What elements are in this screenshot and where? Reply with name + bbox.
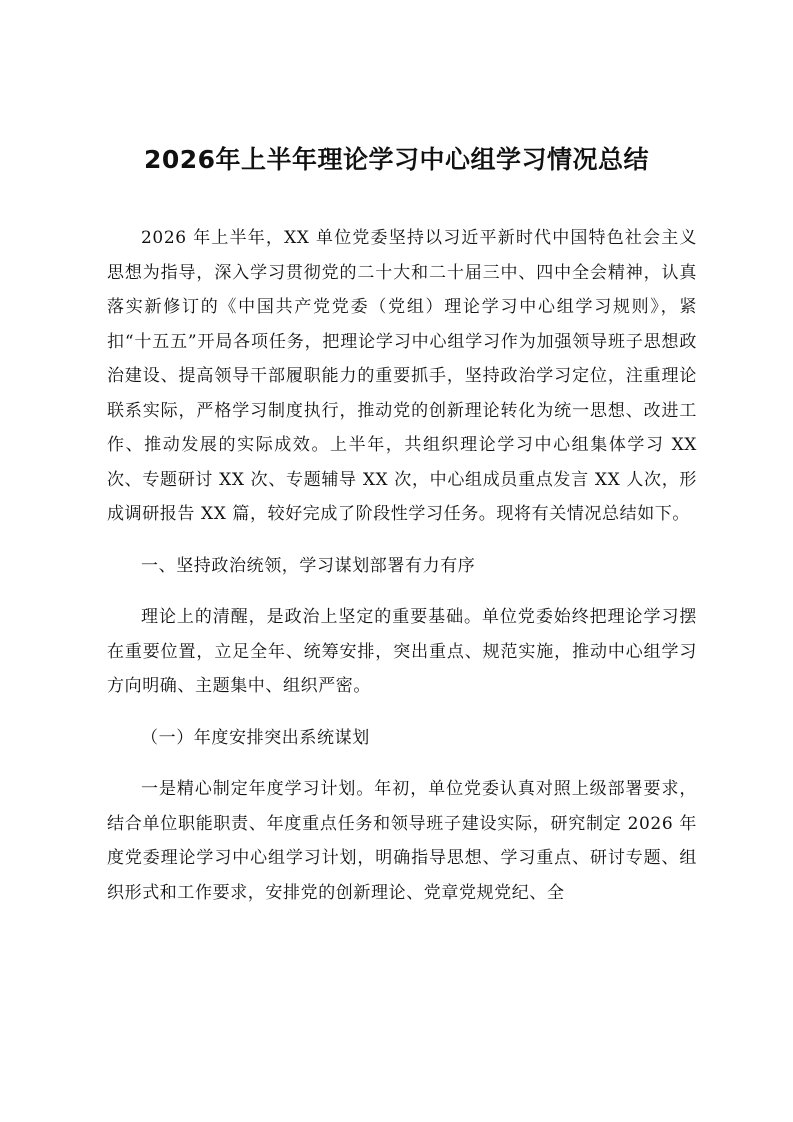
section-1-paragraph: 理论上的清醒，是政治上坚定的重要基础。单位党委始终把理论学习摆在重要位置，立足全年、统筹安排，突出重点、规范实施，推动中心组学习方向明确、主题集中、组织严密。: [107, 607, 697, 696]
subsection-heading-1: （一）年度安排突出系统谋划: [141, 727, 370, 748]
paragraph-spacer: [107, 704, 697, 721]
subsection-1-paragraph: 一是精心制定年度学习计划。年初，单位党委认真对照上级部署要求，结合单位职能职责、年度重点任务和领导班子建设实际，研究制定 2026 年度党委理论学习中心组学习计划，明确指导思想、学习重点、研讨专题、组织形式和工作要求，安排党的创新理论、党章党规党纪、全: [107, 779, 697, 903]
paragraph-spacer: [107, 583, 697, 600]
paragraph-spacer: [107, 755, 697, 772]
intro-paragraph: 2026 年上半年，XX 单位党委坚持以习近平新时代中国特色社会主义思想为指导，深入学习贯彻党的二十大和二十届三中、四中全会精神，认真落实新修订的《中国共产党党委（党组）理论学习中心组学习规则》，紧扣“十五五”开局各项任务，把理论学习中心组学习作为加强领导班子思想政治建设、提高领导干部履职能力的重要抓手，坚持政治学习定位，注重理论联系实际，严格学习制度执行，推动党的创新理论转化为统一思想、改进工作、推动发展的实际成效。上半年，共组织理论学习中心组集体学习 XX 次、专题研讨 XX 次、专题辅导 XX 次，中心组成员重点发言 XX 人次，形成调研报告 XX 篇，较好完成了阶段性学习任务。现将有关情况总结如下。: [107, 228, 697, 524]
section-heading-1: 一、坚持政治统领，学习谋划部署有力有序: [141, 555, 476, 576]
document-title: 2026年上半年理论学习中心组学习情况总结: [143, 145, 650, 174]
paragraph-spacer: [107, 532, 697, 549]
document-body: [107, 221, 697, 910]
